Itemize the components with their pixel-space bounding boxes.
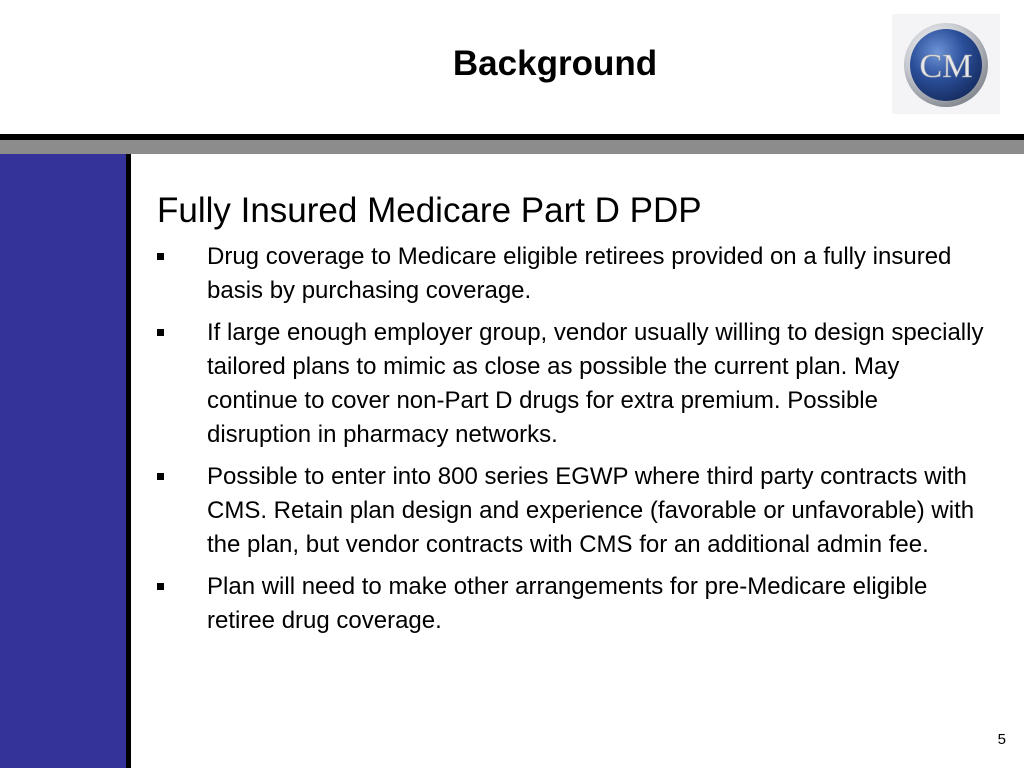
side-bar-edge (126, 154, 131, 768)
bullet-item (157, 460, 987, 562)
square-bullet-icon (157, 253, 164, 260)
square-bullet-icon (157, 583, 164, 590)
bullet-item (157, 570, 987, 638)
company-logo (892, 14, 1000, 114)
bullet-text: Plan will need to make other arrangements for pre-Medicare eligible retiree drug coverage. (207, 573, 928, 634)
slide-heading: Fully Insured Medicare Part D PDP (157, 191, 702, 230)
header-band (0, 140, 1024, 154)
left-side-bar (0, 154, 126, 768)
bullet-item (157, 316, 987, 452)
square-bullet-icon (157, 473, 164, 480)
logo-text: CM (919, 48, 973, 85)
bullet-text: Possible to enter into 800 series EGWP where third party contracts with CMS. Retain plan design and experience (favorable or unfavorable) with the plan, but vendor contracts with CMS for an additional admin fee. (207, 463, 975, 558)
bullet-text: Drug coverage to Medicare eligible retirees provided on a fully insured basis by purchasing coverage. (207, 243, 952, 304)
slide-title: Background (452, 44, 658, 83)
slide-content (157, 190, 987, 646)
bullet-text: If large enough employer group, vendor usually willing to design specially tailored plans to mimic as close as possible the current plan. May continue to cover non-Part D drugs for extra premium. Possible disruption in pharmacy networks. (207, 319, 984, 448)
square-bullet-icon (157, 329, 164, 336)
bullet-item (157, 240, 987, 308)
bullet-list (157, 240, 987, 638)
page-number: 5 (997, 731, 1006, 748)
